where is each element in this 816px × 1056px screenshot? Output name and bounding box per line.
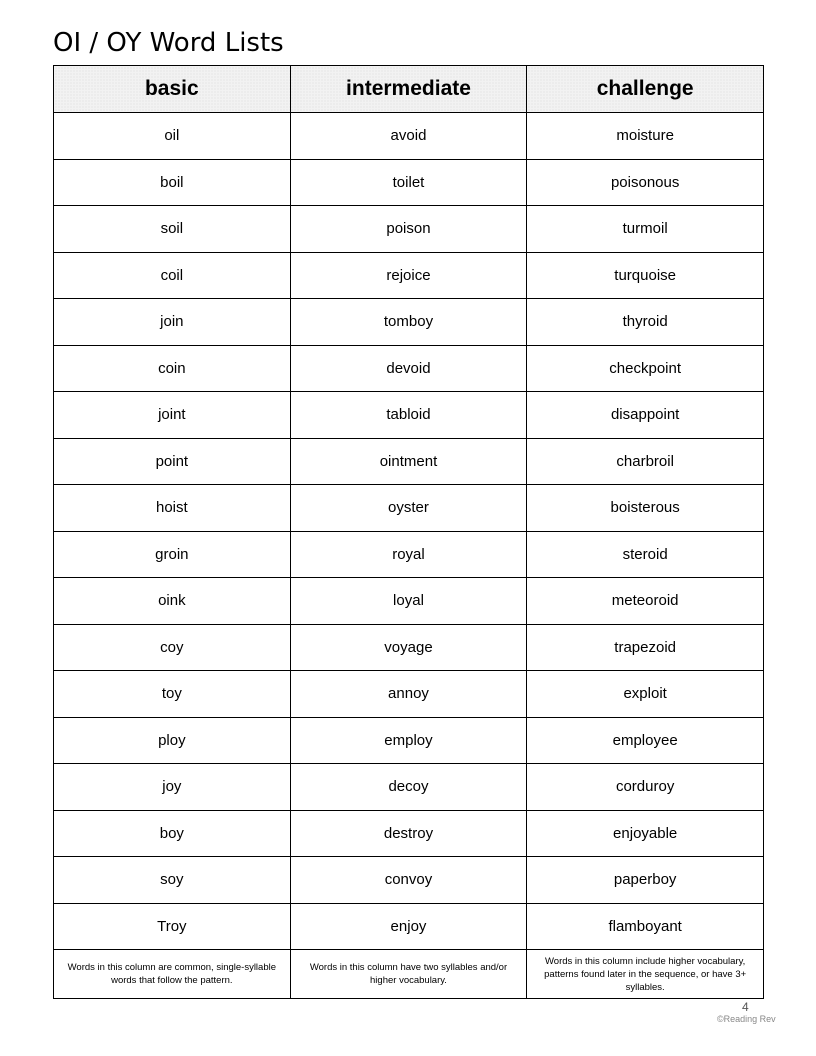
table-row <box>54 392 764 439</box>
word-cell-basic: Troy <box>54 903 291 950</box>
word-cell-challenge: trapezoid <box>527 624 764 671</box>
note-basic: Words in this column are common, single-syllable words that follow the pattern. <box>54 950 291 999</box>
word-cell-intermediate: loyal <box>290 578 527 625</box>
word-cell-intermediate: decoy <box>290 764 527 811</box>
table-row <box>54 113 764 160</box>
word-cell-basic: boy <box>54 810 291 857</box>
notes-row <box>54 950 764 999</box>
word-cell-challenge: checkpoint <box>527 345 764 392</box>
word-cell-basic: soil <box>54 206 291 253</box>
word-cell-challenge: corduroy <box>527 764 764 811</box>
word-list-table <box>53 65 764 999</box>
word-cell-challenge: employee <box>527 717 764 764</box>
word-cell-intermediate: devoid <box>290 345 527 392</box>
table-row <box>54 531 764 578</box>
table-row <box>54 903 764 950</box>
header-intermediate: intermediate <box>290 66 527 113</box>
word-cell-basic: boil <box>54 159 291 206</box>
word-cell-basic: groin <box>54 531 291 578</box>
word-cell-basic: coin <box>54 345 291 392</box>
word-cell-challenge: thyroid <box>527 299 764 346</box>
word-cell-intermediate: destroy <box>290 810 527 857</box>
word-cell-basic: hoist <box>54 485 291 532</box>
table-row <box>54 485 764 532</box>
word-cell-basic: coil <box>54 252 291 299</box>
word-cell-basic: join <box>54 299 291 346</box>
word-cell-basic: ploy <box>54 717 291 764</box>
word-cell-intermediate: convoy <box>290 857 527 904</box>
note-challenge: Words in this column include higher vocabulary, patterns found later in the sequence, or have 3+ syllables. <box>527 950 764 999</box>
word-cell-intermediate: oyster <box>290 485 527 532</box>
table-row <box>54 299 764 346</box>
word-cell-intermediate: toilet <box>290 159 527 206</box>
word-cell-basic: joy <box>54 764 291 811</box>
header-basic: basic <box>54 66 291 113</box>
word-cell-intermediate: tomboy <box>290 299 527 346</box>
header-challenge: challenge <box>527 66 764 113</box>
word-cell-challenge: paperboy <box>527 857 764 904</box>
page-number: 4 <box>742 1000 749 1014</box>
table-row <box>54 159 764 206</box>
word-cell-intermediate: rejoice <box>290 252 527 299</box>
word-cell-challenge: charbroil <box>527 438 764 485</box>
word-cell-intermediate: royal <box>290 531 527 578</box>
word-cell-intermediate: enjoy <box>290 903 527 950</box>
word-cell-challenge: turmoil <box>527 206 764 253</box>
word-cell-basic: coy <box>54 624 291 671</box>
word-cell-challenge: flamboyant <box>527 903 764 950</box>
table-row <box>54 345 764 392</box>
word-cell-basic: soy <box>54 857 291 904</box>
word-cell-intermediate: employ <box>290 717 527 764</box>
word-cell-intermediate: annoy <box>290 671 527 718</box>
page-title: OI / OY Word Lists <box>53 28 284 58</box>
word-cell-basic: point <box>54 438 291 485</box>
word-cell-challenge: poisonous <box>527 159 764 206</box>
table-row <box>54 717 764 764</box>
word-cell-basic: toy <box>54 671 291 718</box>
table-row <box>54 810 764 857</box>
table-row <box>54 671 764 718</box>
word-cell-challenge: moisture <box>527 113 764 160</box>
word-cell-basic: oink <box>54 578 291 625</box>
word-cell-challenge: meteoroid <box>527 578 764 625</box>
table-row <box>54 252 764 299</box>
word-rows <box>54 113 764 950</box>
word-cell-intermediate: ointment <box>290 438 527 485</box>
table-row <box>54 438 764 485</box>
table-row <box>54 857 764 904</box>
word-cell-challenge: steroid <box>527 531 764 578</box>
word-cell-challenge: exploit <box>527 671 764 718</box>
copyright-text: ©Reading Rev <box>717 1014 776 1024</box>
word-cell-basic: oil <box>54 113 291 160</box>
word-cell-intermediate: poison <box>290 206 527 253</box>
word-cell-challenge: boisterous <box>527 485 764 532</box>
table-row <box>54 578 764 625</box>
table-row <box>54 624 764 671</box>
word-cell-challenge: disappoint <box>527 392 764 439</box>
word-cell-intermediate: voyage <box>290 624 527 671</box>
word-cell-intermediate: tabloid <box>290 392 527 439</box>
word-cell-basic: joint <box>54 392 291 439</box>
word-cell-challenge: turquoise <box>527 252 764 299</box>
table-row <box>54 206 764 253</box>
word-cell-challenge: enjoyable <box>527 810 764 857</box>
word-cell-intermediate: avoid <box>290 113 527 160</box>
table-row <box>54 764 764 811</box>
note-intermediate: Words in this column have two syllables and/or higher vocabulary. <box>290 950 527 999</box>
header-row <box>54 66 764 113</box>
